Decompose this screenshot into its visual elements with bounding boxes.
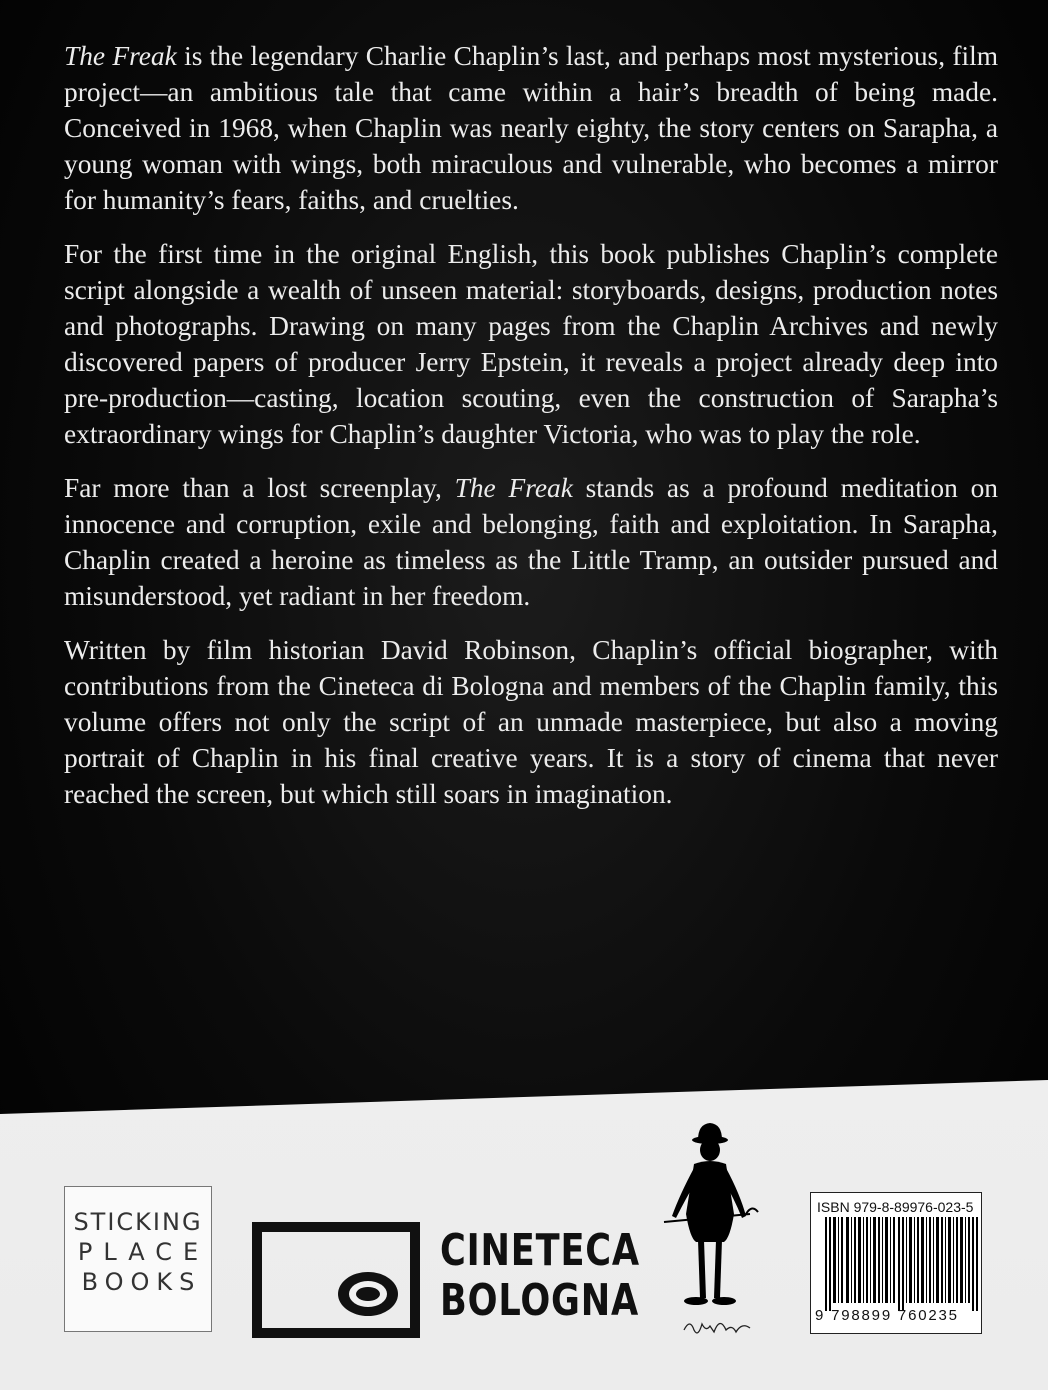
logo-line: STICKING — [73, 1208, 203, 1236]
logo-line: PLACE — [77, 1238, 210, 1266]
logo-line: CINETECA — [440, 1225, 640, 1276]
blurb-paragraph-1 — [64, 38, 998, 218]
isbn-label: ISBN 979-8-89976-023-5 — [817, 1199, 974, 1215]
blurb-text: Far more than a lost screenplay, — [64, 473, 455, 503]
blurb-paragraph-3 — [64, 470, 998, 614]
chaplin-silhouette-icon — [654, 1118, 772, 1342]
logo-line: BOLOGNA — [440, 1275, 640, 1326]
cineteca-camera-icon — [252, 1222, 420, 1338]
book-title-italic: The Freak — [64, 41, 177, 71]
blurb-paragraph-4 — [64, 632, 998, 812]
back-cover-blurb — [64, 38, 998, 830]
book-title-italic: The Freak — [454, 473, 573, 503]
blurb-paragraph-2 — [64, 236, 998, 452]
cineteca-bologna-logo — [440, 1226, 640, 1326]
blurb-text: Written by film historian David Robinson, Chaplin’s official biographer, with contributions from the Cineteca di Bologna and members of the Chaplin family, this volume offers not only the script of an unmade masterpiece, but also a moving portrait of Chaplin in his final creative years. It is a story of cinema that never reached the screen, but which still soars in imagination. — [64, 635, 998, 809]
isbn-barcode — [810, 1192, 982, 1334]
blurb-text: is the legendary Charlie Chaplin’s last, and perhaps most mysterious, film project—an ambitious tale that came within a hair’s breadth of being made. Conceived in 1968, when Chaplin was nearly eighty, the story centers on Sarapha, a young woman with wings, both miraculous and vulnerable, who becomes a mirror for humanity’s fears, faiths, and cruelties. — [64, 41, 998, 215]
barcode-digits: 9 798899 760235 — [815, 1307, 959, 1324]
sticking-place-books-logo — [64, 1186, 212, 1332]
barcode-bars-icon — [825, 1217, 979, 1311]
blurb-text: stands as a profound meditation on innocence and corruption, exile and belonging, faith and exploitation. In Sarapha, Chaplin created a heroine as timeless as the Little Tramp, an outsider pursued and misunderstood, yet radiant in her freedom. — [64, 473, 998, 611]
logo-line: BOOKS — [81, 1268, 202, 1296]
blurb-text: For the first time in the original English, this book publishes Chaplin’s complete script alongside a wealth of unseen material: storyboards, designs, production notes and photographs. Drawing on many pages from the Chaplin Archives and newly discovered papers of producer Jerry Epstein, it reveals a project already deep into pre-production—casting, location scouting, even the construction of Sarapha’s extraordinary wings for Chaplin’s daughter Victoria, who was to play the role. — [64, 239, 998, 449]
